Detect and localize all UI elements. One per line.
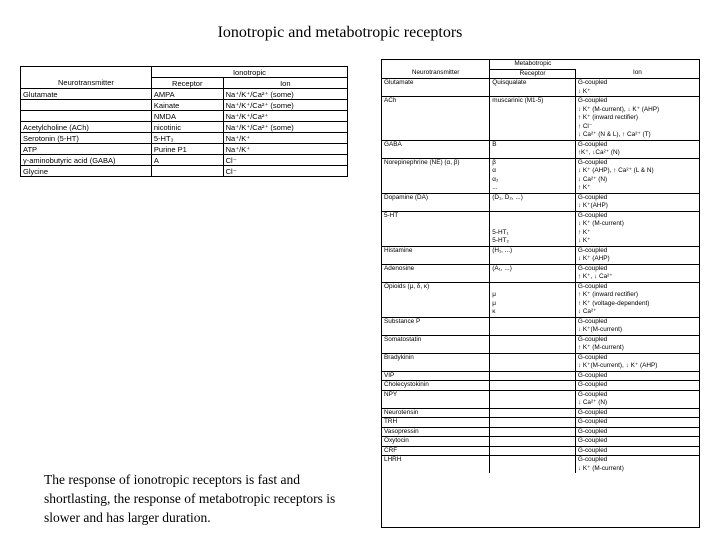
- iono-cell-receptor: [151, 166, 223, 177]
- meta-cell-ion: [575, 211, 699, 246]
- meta-table-row: [382, 282, 699, 317]
- meta-ion-line: G-coupled: [577, 437, 608, 444]
- iono-table-row: [21, 155, 347, 166]
- meta-ion-line: ↓ K⁺(M-current), ↓ K⁺ (AHP): [577, 362, 658, 369]
- meta-ion-line: G-coupled: [577, 381, 608, 388]
- meta-cell-neurotransmitter: Neurotensin: [382, 408, 490, 418]
- meta-cell-receptor: [490, 264, 576, 282]
- iono-cell-neurotransmitter: [21, 111, 151, 122]
- meta-ion-line: G-coupled: [577, 353, 608, 361]
- iono-table-row: [21, 122, 347, 133]
- caption-text: The response of ionotropic receptors is fast and shortlasting, the response of metabotropic receptors is slower and has larger duration.: [44, 472, 336, 525]
- slide-title: Ionotropic and metabotropic receptors: [217, 24, 463, 41]
- meta-receptor-line: [492, 354, 573, 363]
- meta-ion-line: ↓ K⁺: [577, 237, 591, 244]
- meta-receptor-line: α₂: [492, 175, 499, 183]
- meta-col-receptor: Receptor: [490, 69, 576, 79]
- meta-ion-line: G-coupled: [577, 335, 608, 343]
- meta-cell-receptor: [490, 408, 576, 418]
- iono-cell-ion: Na⁺/K⁺/Ca²⁺ (some): [223, 89, 347, 100]
- meta-cell-receptor: [490, 158, 576, 193]
- iono-table-row: [21, 89, 347, 100]
- meta-ion-line: ↓ K⁺ (AHP): [577, 255, 610, 262]
- meta-cell-neurotransmitter: GABA: [382, 140, 490, 158]
- meta-cell-ion: [575, 246, 699, 264]
- meta-ion-line: ↑ K⁺ (voltage-dependent): [577, 299, 650, 307]
- meta-cell-ion: [575, 317, 699, 335]
- meta-cell-receptor: [490, 335, 576, 353]
- iono-cell-receptor: nicotinic: [151, 122, 223, 133]
- meta-receptor-line: Quisqualate: [492, 79, 527, 86]
- iono-cell-ion: Na⁺/K⁺: [223, 144, 347, 155]
- meta-table-row: [382, 140, 699, 158]
- meta-ion-line: G-coupled: [577, 446, 608, 454]
- meta-ion-line: G-coupled: [577, 246, 608, 254]
- meta-cell-ion: [575, 97, 699, 141]
- meta-cell-neurotransmitter: Somatostatin: [382, 335, 490, 353]
- iono-table-row: [21, 144, 347, 155]
- iono-cell-ion: Na⁺/K⁺/Ca²⁺ (some): [223, 122, 347, 133]
- meta-ion-line: ↓ K⁺ (AHP), ↑ Ca²⁺ (L & N): [577, 167, 654, 174]
- meta-cell-neurotransmitter: Opioids (μ, δ, κ): [382, 282, 490, 317]
- meta-receptor-line: muscarinic (M1-5): [492, 97, 544, 104]
- meta-receptor-line: (D₁, D₂, ...): [492, 193, 523, 201]
- iono-table-row: [21, 133, 347, 144]
- meta-header-blank: [382, 60, 490, 69]
- iono-header-blank: [21, 67, 151, 78]
- meta-receptor-line: [492, 428, 573, 437]
- meta-cell-neurotransmitter: NPY: [382, 390, 490, 408]
- meta-receptor-line: [492, 220, 573, 229]
- meta-ion-line: ↓ Ca²⁺ (N & L), ↑ Ca²⁺ (T): [577, 131, 651, 138]
- meta-ion-line: ↑ K⁺, ↓ Ca²⁺: [577, 273, 613, 280]
- meta-ion-line: G-coupled: [577, 390, 608, 398]
- iono-cell-receptor: 5-HT₃: [151, 133, 223, 144]
- meta-cell-ion: [575, 264, 699, 282]
- iono-group-header: Ionotropic: [151, 67, 347, 78]
- meta-cell-ion: [575, 446, 699, 456]
- meta-cell-receptor: [490, 246, 576, 264]
- iono-cell-neurotransmitter: ATP: [21, 144, 151, 155]
- meta-receptor-line: μ: [492, 299, 496, 307]
- meta-ion-line: ↓ Ca²⁺: [577, 308, 597, 315]
- meta-ion-line: G-coupled: [577, 427, 608, 435]
- meta-table-row: [382, 408, 699, 418]
- meta-ion-line: ↓ Ca²⁺ (N): [577, 175, 608, 183]
- iono-col-receptor: Receptor: [151, 78, 223, 89]
- meta-cell-receptor: [490, 317, 576, 335]
- meta-ion-line: ↑ K⁺ (M-current): [577, 344, 624, 351]
- meta-ion-line: G-coupled: [577, 371, 608, 379]
- meta-receptor-line: κ: [492, 308, 496, 315]
- meta-ion-line: G-coupled: [577, 418, 608, 425]
- meta-group-header: Metabotropic: [490, 60, 576, 69]
- meta-col-neurotransmitter: Neurotransmitter: [411, 69, 460, 76]
- meta-cell-receptor: [490, 456, 576, 474]
- iono-cell-receptor: AMPA: [151, 89, 223, 100]
- meta-receptor-line: [492, 212, 573, 221]
- meta-table-row: [382, 446, 699, 456]
- iono-cell-receptor: A: [151, 155, 223, 166]
- meta-ion-line: ↓ K⁺: [577, 87, 591, 95]
- meta-cell-neurotransmitter: TRH: [382, 418, 490, 428]
- meta-ion-line: ↓ K⁺(AHP): [577, 202, 608, 209]
- meta-cell-neurotransmitter: Norepinephrine (NE) (α, β): [382, 158, 490, 193]
- meta-cell-ion: [575, 193, 699, 211]
- meta-ion-line: ↑ K⁺: [577, 228, 591, 236]
- meta-cell-ion: [575, 140, 699, 158]
- meta-receptor-line: B: [492, 140, 497, 148]
- iono-cell-neurotransmitter: Serotonin (5-HT): [21, 133, 151, 144]
- iono-cell-ion: Na⁺/K⁺/Ca²⁺: [223, 111, 347, 122]
- meta-table-row: [382, 158, 699, 193]
- meta-ion-line: ↑ Cl⁻: [577, 122, 593, 130]
- meta-receptor-line: [492, 318, 573, 327]
- meta-table-row: [382, 381, 699, 391]
- meta-cell-receptor: [490, 97, 576, 141]
- meta-table-row: [382, 427, 699, 437]
- meta-cell-receptor: [490, 437, 576, 447]
- meta-receptor-line: [492, 409, 573, 418]
- meta-receptor-line: β: [492, 158, 496, 166]
- meta-receptor-line: [492, 391, 573, 400]
- iono-table-row: [21, 100, 347, 111]
- meta-ion-line: G-coupled: [577, 193, 608, 201]
- meta-ion-line: G-coupled: [577, 211, 608, 219]
- iono-table-row: [21, 111, 347, 122]
- meta-cell-neurotransmitter: Substance P: [382, 317, 490, 335]
- meta-receptor-line: [492, 372, 573, 381]
- meta-ion-line: ↓ K⁺ (M-current): [577, 220, 624, 227]
- meta-ion-line: ↑K⁺, ↓Ca²⁺ (N): [577, 149, 620, 156]
- meta-ion-line: G-coupled: [577, 317, 608, 325]
- meta-ion-line: ↑ K⁺ (inward rectifier): [577, 291, 639, 298]
- meta-cell-ion: [575, 408, 699, 418]
- meta-cell-receptor: [490, 427, 576, 437]
- meta-ion-line: ↓ K⁺ (M-current): [577, 464, 624, 472]
- meta-col-ion: Ion: [575, 69, 699, 79]
- meta-table-row: [382, 97, 699, 141]
- iono-cell-neurotransmitter: γ-aminobutyric acid (GABA): [21, 155, 151, 166]
- iono-cell-receptor: NMDA: [151, 111, 223, 122]
- meta-table-row: [382, 193, 699, 211]
- meta-ion-line: G-coupled: [577, 282, 608, 290]
- meta-cell-ion: [575, 335, 699, 353]
- meta-cell-ion: [575, 390, 699, 408]
- iono-cell-receptor: Kainate: [151, 100, 223, 111]
- iono-cell-ion: Cl⁻: [223, 166, 347, 177]
- meta-cell-receptor: [490, 418, 576, 428]
- meta-cell-receptor: [490, 282, 576, 317]
- iono-cell-neurotransmitter: Glycine: [21, 166, 151, 177]
- meta-cell-receptor: [490, 140, 576, 158]
- meta-cell-receptor: [490, 381, 576, 391]
- meta-table-row: [382, 317, 699, 335]
- meta-receptor-line: μ: [492, 291, 496, 298]
- meta-cell-neurotransmitter: VIP: [382, 371, 490, 381]
- meta-table-row: [382, 264, 699, 282]
- meta-receptor-line: (A₁, ...): [492, 264, 512, 272]
- meta-cell-neurotransmitter: Glutamate: [382, 79, 490, 97]
- meta-cell-neurotransmitter: Histamine: [382, 246, 490, 264]
- meta-receptor-line: 5-HT₁: [492, 228, 509, 236]
- meta-ion-line: ↓ K⁺(M-current): [577, 326, 623, 333]
- meta-cell-ion: [575, 418, 699, 428]
- meta-table-row: [382, 79, 699, 97]
- meta-cell-ion: [575, 158, 699, 193]
- meta-cell-neurotransmitter: 5-HT: [382, 211, 490, 246]
- meta-cell-neurotransmitter: ACh: [382, 97, 490, 141]
- meta-ion-line: ↓ K⁺ (M-current), ↓ K⁺ (AHP): [577, 105, 660, 113]
- meta-ion-line: G-coupled: [577, 140, 608, 148]
- meta-cell-ion: [575, 371, 699, 381]
- meta-cell-receptor: [490, 353, 576, 371]
- meta-cell-receptor: [490, 390, 576, 408]
- meta-ion-line: G-coupled: [577, 97, 608, 104]
- meta-receptor-line: [492, 381, 573, 390]
- iono-cell-ion: Na⁺/K⁺/Ca²⁺ (some): [223, 100, 347, 111]
- meta-ion-line: G-coupled: [577, 408, 608, 416]
- meta-receptor-line: ...: [492, 184, 498, 191]
- iono-cell-ion: Cl⁻: [223, 155, 347, 166]
- iono-cell-receptor: Purine P1: [151, 144, 223, 155]
- meta-ion-line: ↓ Ca²⁺ (N): [577, 399, 608, 406]
- meta-cell-neurotransmitter: Oxytocin: [382, 437, 490, 447]
- metabotropic-table: [381, 59, 700, 528]
- meta-table-row: [382, 211, 699, 246]
- meta-table-row: [382, 246, 699, 264]
- meta-cell-neurotransmitter: Bradykinin: [382, 353, 490, 371]
- meta-cell-neurotransmitter: LHRH: [382, 456, 490, 474]
- meta-table-row: [382, 456, 699, 474]
- meta-receptor-line: [492, 418, 573, 427]
- meta-cell-ion: [575, 381, 699, 391]
- meta-ion-line: G-coupled: [577, 79, 608, 86]
- meta-cell-ion: [575, 353, 699, 371]
- meta-table-row: [382, 335, 699, 353]
- meta-cell-neurotransmitter: Vasopressin: [382, 427, 490, 437]
- meta-receptor-line: [492, 437, 573, 446]
- meta-cell-neurotransmitter: Adenosine: [382, 264, 490, 282]
- meta-cell-receptor: [490, 371, 576, 381]
- meta-cell-neurotransmitter: Cholecystokinin: [382, 381, 490, 391]
- meta-cell-ion: [575, 79, 699, 97]
- meta-cell-receptor: [490, 446, 576, 456]
- iono-col-ion: Ion: [223, 78, 347, 89]
- iono-cell-ion: Na⁺/K⁺: [223, 133, 347, 144]
- iono-cell-neurotransmitter: Acetylcholine (ACh): [21, 122, 151, 133]
- meta-ion-line: G-coupled: [577, 456, 608, 463]
- meta-cell-receptor: [490, 79, 576, 97]
- iono-cell-neurotransmitter: Glutamate: [21, 89, 151, 100]
- meta-ion-line: G-coupled: [577, 264, 608, 272]
- meta-cell-ion: [575, 282, 699, 317]
- meta-ion-line: ↑ K⁺ (inward rectifier): [577, 114, 639, 121]
- meta-cell-neurotransmitter: Dopamine (DA): [382, 193, 490, 211]
- meta-table-row: [382, 353, 699, 371]
- meta-table-row: [382, 371, 699, 381]
- meta-receptor-line: [492, 283, 573, 292]
- iono-col-neurotransmitter: Neurotransmitter: [58, 78, 114, 88]
- meta-table-row: [382, 418, 699, 428]
- iono-cell-neurotransmitter: [21, 100, 151, 111]
- ionotropic-table: [20, 66, 348, 177]
- meta-receptor-line: [492, 336, 573, 345]
- meta-receptor-line: [492, 447, 573, 456]
- iono-table-row: [21, 166, 347, 177]
- meta-table-row: [382, 437, 699, 447]
- meta-receptor-line: 5-HT₂: [492, 237, 509, 244]
- meta-cell-neurotransmitter: CRF: [382, 446, 490, 456]
- meta-receptor-line: α: [492, 167, 496, 174]
- meta-ion-line: ↑ K⁺: [577, 184, 591, 191]
- meta-table-row: [382, 390, 699, 408]
- meta-receptor-line: [492, 456, 573, 465]
- meta-cell-ion: [575, 427, 699, 437]
- meta-ion-line: G-coupled: [577, 158, 608, 166]
- meta-cell-ion: [575, 456, 699, 474]
- meta-receptor-line: (H₁, ...): [492, 246, 513, 254]
- meta-cell-receptor: [490, 211, 576, 246]
- meta-header-blank-2: [575, 60, 699, 69]
- meta-cell-receptor: [490, 193, 576, 211]
- meta-cell-ion: [575, 437, 699, 447]
